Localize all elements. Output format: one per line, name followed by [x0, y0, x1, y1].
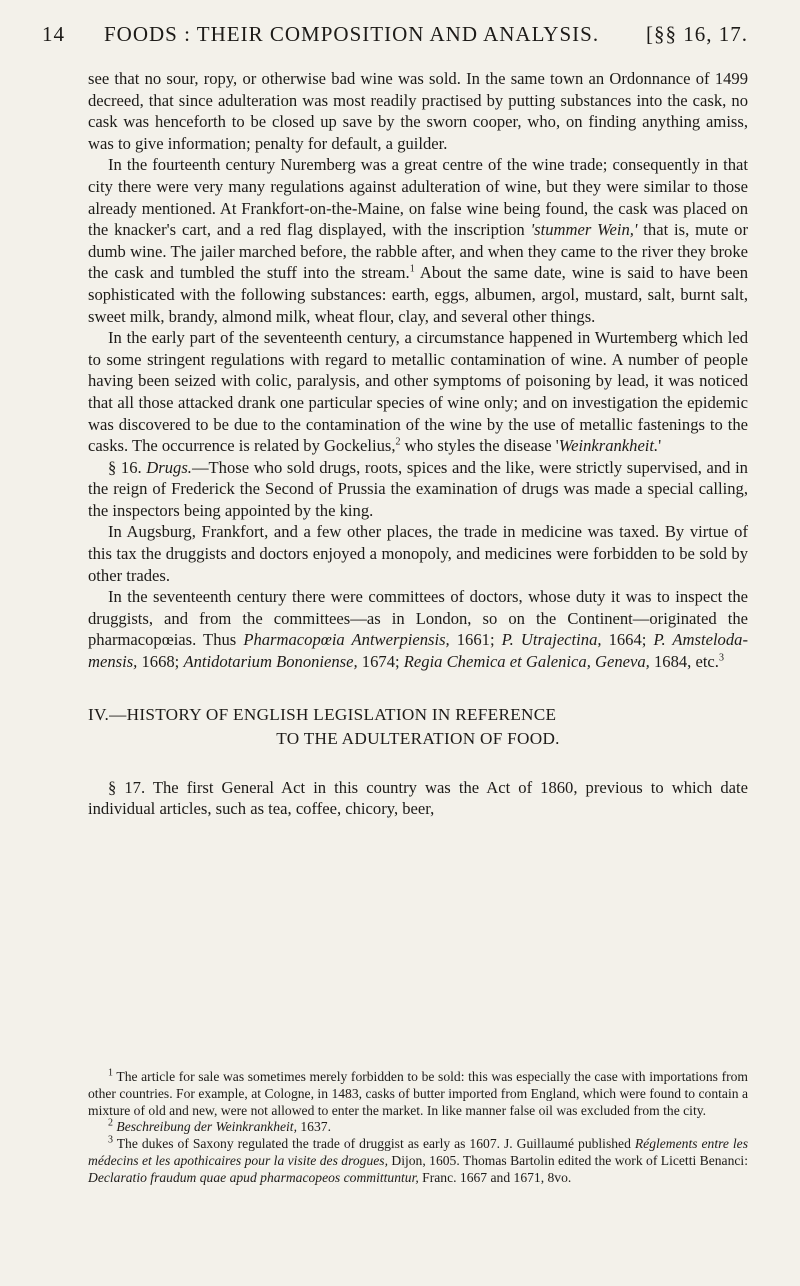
paragraph: In the seventeenth century there were committees of doctors, whose duty it was to inspect the druggists, and from the committees—as in London, so on the Continent—originated the pharmacopœias. Thus Pharmacopœia Antwerpiensis, 1661; P. Utrajectina, 1664; P. Amsteloda-mensis, 1668; Antidotarium Bononiense, 1674; Regia Chemica et Galenica, Geneva, 1684, etc.$^3$	[88, 587, 748, 672]
pharmacopoeia-title: P. Amsteloda-mensis,	[88, 630, 748, 672]
footnote-number: 1	[108, 1067, 113, 1079]
paragraph: see that no sour, ropy, or otherwise bad wine was sold. In the same town an Ordonnance of 1499 decreed, that since adulteration was most readily practised by putting substances into the cask, no cask was henceforth to be closed up save by the sworn cooper, who, on finding anything amiss, was to give information; penalty for default, a guilder.	[88, 69, 748, 153]
footnote-ref[interactable]: 3	[718, 652, 724, 664]
footnote: $^3$ The dukes of Saxony regulated the trade of druggist as early as 1607. J. Guillaumé published Réglements entre les médecins et les apothicaires pour la visite des drogues, Dijon, 1605. Thomas Bartolin edited the work of Licetti Benanci: Declaratio fraudum quae apud pharmacopeos committuntur, Franc. 1667 and 1671, 8vo.	[88, 1134, 748, 1185]
page-number: 14	[42, 22, 65, 46]
heading-line: IV.—HISTORY OF ENGLISH LEGISLATION IN REFERENCE	[88, 704, 557, 724]
cited-title: Beschreibung der Weinkrankheit,	[116, 1119, 297, 1135]
heading-line: TO THE ADULTERATION OF FOOD.	[276, 728, 560, 748]
emphasis: 'stummer Wein,'	[530, 220, 638, 240]
footnote: $^2$ Beschreibung der Weinkrankheit, 1637.	[108, 1117, 331, 1135]
cited-title: Declaratio fraudum quae apud pharmacopeos committuntur,	[88, 1169, 419, 1185]
section-label: § 16.	[108, 457, 147, 477]
pharmacopoeia-title: Regia Chemica et Galenica, Geneva,	[403, 652, 650, 672]
paragraph: In the early part of the seventeenth century, a circumstance happened in Wurtemberg which led to some stringent regulations with regard to metallic contamination of wine. A number of people having been seized with colic, paralysis, and other symptoms of poisoning by lead, it was noticed that all those attacked drank one particular species of wine only; and on investigation the epidemic was discovered to be due to the contamination of the wine by the use of metallic fastenings to the casks. The occurrence is related by Gockelius,$^2$ who styles the disease 'Weinkrankheit.'	[88, 328, 748, 456]
section-range: [§§ 16, 17.	[646, 22, 748, 46]
paragraph: In Augsburg, Frankfort, and a few other places, the trade in medicine was taxed. By virtue of this tax the druggists and doctors enjoyed a monopoly, and medicines were forbidden to be sold by other trades.	[88, 522, 748, 585]
running-title: FOODS : THEIR COMPOSITION AND ANALYSIS.	[104, 22, 600, 46]
footnote-number: 2	[108, 1117, 113, 1129]
cited-title: Réglements entre les médecins et les apothicaires pour la visite des drogues,	[88, 1136, 748, 1168]
paragraph: § 16. Drugs.—Those who sold drugs, roots, spices and the like, were strictly supervised, and in the reign of Frederick the Second of Prussia the examination of drugs was made a special calling, the inspectors being appointed by the king.	[88, 457, 748, 520]
pharmacopoeia-title: Antidotarium Bononiense,	[183, 652, 358, 672]
pharmacopoeia-title: Pharmacopœia Antwerpiensis,	[243, 630, 450, 650]
footnote: $^1$ The article for sale was sometimes merely forbidden to be sold: this was especially the case with importations from other countries. For example, at Cologne, in 1483, casks of butter imported from England, which were found to contain a mixture of old and new, were not allowed to enter the market. In like manner false oil was excluded from the city.	[88, 1067, 748, 1118]
paragraph: In the fourteenth century Nuremberg was a great centre of the wine trade; consequently in that city there were very many regulations against adulteration of wine, but they were similar to those already mentioned. At Frankfort-on-the-Maine, on false wine being found, the cask was placed on the knacker's cart, and a red flag displayed, with the inscription 'stummer Wein,' that is, mute or dumb wine. The jailer marched before, the rabble after, and when they came to the river they broke the cask and tumbled the stuff into the stream.$^1$ About the same date, wine is said to have been sophisticated with the following substances: earth, eggs, albumen, argol, mustard, salt, burnt salt, sweet milk, brandy, almond milk, wheat flour, clay, and several other things.	[88, 155, 749, 326]
emphasis: Weinkrankheit.	[558, 436, 659, 456]
page-header	[42, 22, 748, 48]
footnote-ref[interactable]: 2	[395, 436, 401, 448]
pharmacopoeia-title: P. Utrajectina,	[501, 630, 602, 650]
section-title: Drugs.	[146, 457, 192, 477]
footnotes	[88, 1069, 748, 1187]
footnote-number: 3	[108, 1134, 113, 1146]
paragraph: § 17. The first General Act in this country was the Act of 1860, previous to which date individual articles, such as tea, coffee, chicory, beer,	[88, 777, 748, 819]
section-heading	[88, 703, 748, 751]
main-text	[88, 68, 748, 820]
footnote-ref[interactable]: 1	[409, 263, 415, 275]
